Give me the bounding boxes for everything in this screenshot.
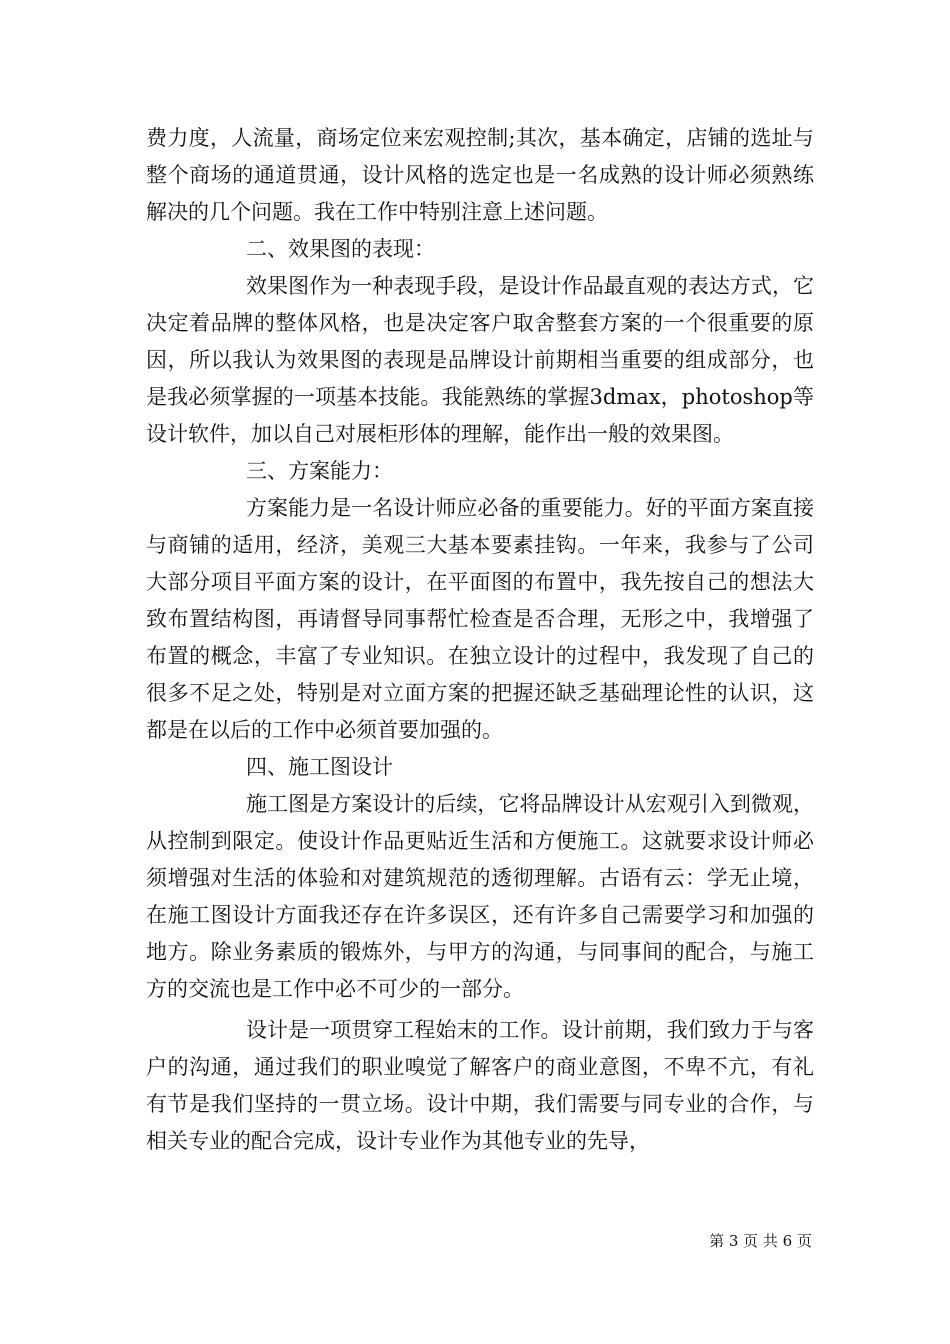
section-heading-scheme: 三、方案能力：: [246, 459, 393, 483]
paragraph-construction: 施工图是方案设计的后续，它将品牌设计从宏观引入到微观，从控制到限定。使设计作品更贴近生活和方便施工。这就要求设计师必须增强对生活的体验和对建筑规范的透彻理解。古语有云：学无止境，在施工图设计方面我还存在许多误区，还有许多自己需要学习和加强的地方。除业务素质的锻炼外，与甲方的沟通，与同事间的配合，与施工方的交流也是工作中必不可少的一部分。: [146, 792, 814, 1001]
document-body: [146, 120, 814, 1160]
paragraph-design-process: 设计是一项贯穿工程始末的工作。设计前期，我们致力于与客户的沟通，通过我们的职业嗅觉了解客户的商业意图，不卑不亢，有礼有节是我们坚持的一贯立场。设计中期，我们需要与同专业的合作，与相关专业的配合完成，设计专业作为其他专业的先导，: [146, 1018, 814, 1153]
section-heading-rendering: 二、效果图的表现：: [246, 237, 435, 261]
page-number-footer: 第 3 页 共 6 页: [709, 1232, 812, 1250]
paragraph-rendering: 效果图作为一种表现手段，是设计作品最直观的表达方式，它决定着品牌的整体风格，也是决定客户取舍整套方案的一个很重要的原因，所以我认为效果图的表现是品牌设计前期相当重要的组成部分，也是我必须掌握的一项基本技能。我能熟练的掌握3dmax，photoshop等设计软件，加以自己对展柜形体的理解，能作出一般的效果图。: [146, 274, 814, 446]
section-heading-construction: 四、施工图设计: [246, 755, 393, 779]
paragraph-continued: 费力度，人流量，商场定位来宏观控制;其次，基本确定，店铺的选址与整个商场的通道贯通，设计风格的选定也是一名成熟的设计师必须熟练解决的几个问题。我在工作中特别注意上述问题。: [146, 126, 814, 224]
paragraph-scheme: 方案能力是一名设计师应必备的重要能力。好的平面方案直接与商铺的适用，经济，美观三大基本要素挂钩。一年来，我参与了公司大部分项目平面方案的设计，在平面图的布置中，我先按自己的想法大致布置结构图，再请督导同事帮忙检查是否合理，无形之中，我增强了布置的概念，丰富了专业知识。在独立设计的过程中，我发现了自己的很多不足之处，特别是对立面方案的把握还缺乏基础理论性的认识，这都是在以后的工作中必须首要加强的。: [146, 496, 814, 742]
